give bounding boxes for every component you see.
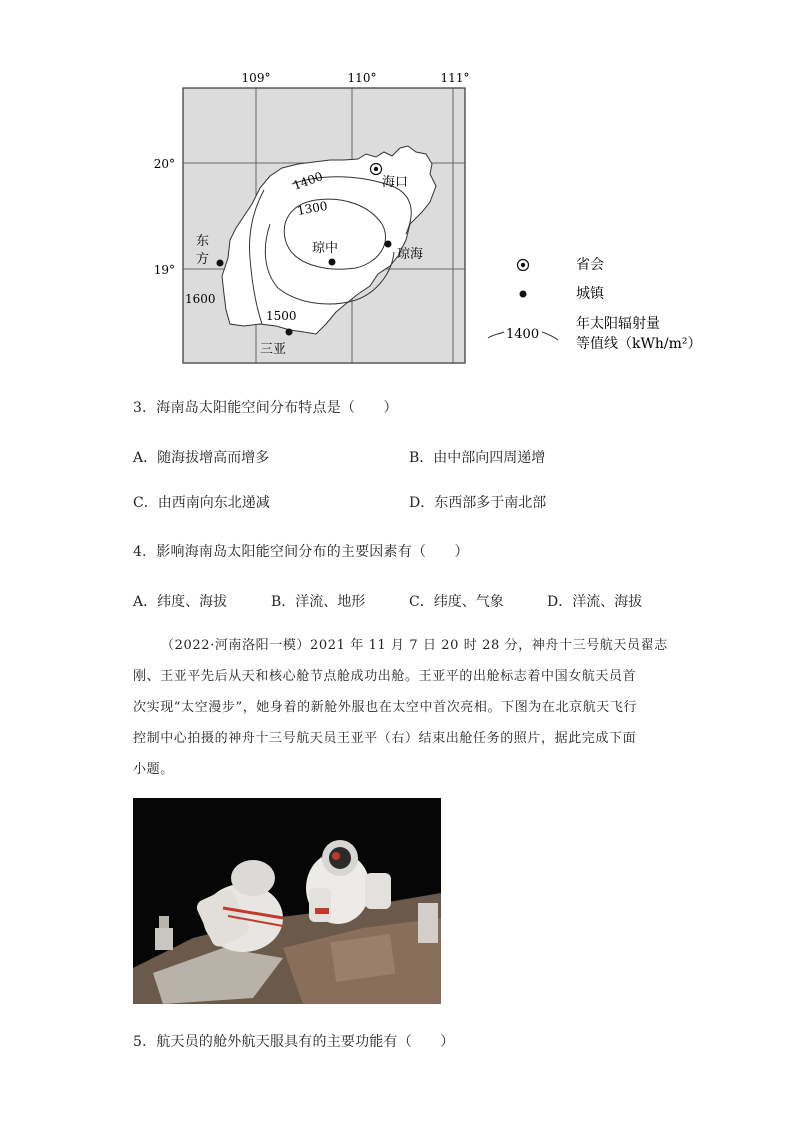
- legend-town-symbol: [520, 291, 527, 298]
- city-label-qiongzhong: 琼中: [312, 241, 339, 256]
- city-label-sanya: 三亚: [260, 342, 287, 357]
- legend-capital-label: 省会: [576, 257, 604, 273]
- passage-line: 次实现“太空漫步”，她身着的新舱外服也在太空中首次亮相。下图为在北京航天飞行: [133, 700, 638, 715]
- latitude-label: 20°: [153, 157, 175, 171]
- map-svg: [130, 62, 730, 372]
- isoline-label: 1300: [296, 198, 329, 218]
- legend-isoline-value: 1400: [506, 327, 540, 342]
- town-dot-qiongzhong: [329, 259, 336, 266]
- town-dot-dongfang: [217, 260, 224, 267]
- passage-line: （2022·河南洛阳一模）2021 年 11 月 7 日 20 时 28 分，神舟十三号航天员翟志: [161, 638, 668, 653]
- town-dot-sanya: [286, 329, 293, 336]
- photo-illustration: [133, 798, 441, 1004]
- isoline-label: 1600: [185, 292, 216, 306]
- q4-option-c[interactable]: C．纬度、气象: [409, 594, 504, 610]
- q3-option-d[interactable]: D．东西部多于南北部: [409, 495, 547, 511]
- legend-isoline-right: [542, 332, 558, 340]
- legend-capital-dot: [521, 263, 525, 267]
- legend-town-label: 城镇: [576, 286, 604, 302]
- longitude-label: 110°: [347, 71, 377, 85]
- city-label-qionghai: 琼海: [397, 247, 424, 262]
- question-5-stem: 5．航天员的舱外航天服具有的主要功能有（ ）: [133, 1034, 455, 1050]
- question-3-stem: 3．海南岛太阳能空间分布特点是（ ）: [133, 400, 398, 416]
- latitude-label: 19°: [153, 263, 175, 277]
- question-4-stem: 4．影响海南岛太阳能空间分布的主要因素有（ ）: [133, 544, 469, 560]
- q4-option-b[interactable]: B．洋流、地形: [271, 594, 366, 610]
- longitude-label: 111°: [440, 71, 470, 85]
- isoline-label: 1500: [266, 309, 297, 323]
- passage-line: 刚、王亚平先后从天和核心舱节点舱成功出舱。王亚平的出舱标志着中国女航天员首: [133, 669, 637, 684]
- provincial-capital-dot: [374, 167, 378, 171]
- city-label-dongfang: 东: [196, 234, 210, 249]
- legend-isoline-label: 年太阳辐射量: [576, 316, 660, 332]
- q3-option-b[interactable]: B．由中部向四周递增: [409, 450, 546, 466]
- passage-line: 小题。: [133, 762, 174, 777]
- q4-option-d[interactable]: D．洋流、海拔: [547, 594, 643, 610]
- q3-option-a[interactable]: A．随海拔增高而增多: [133, 450, 270, 466]
- q3-option-c[interactable]: C．由西南向东北递减: [133, 495, 270, 511]
- map-legend: [488, 256, 702, 352]
- hainan-solar-radiation-map: [130, 62, 730, 372]
- longitude-label: 109°: [241, 71, 271, 85]
- astronaut-spacewalk-photo: [133, 798, 441, 1004]
- city-label-haikou: 海口: [382, 175, 409, 190]
- q4-option-a[interactable]: A．纬度、海拔: [133, 594, 228, 610]
- town-dot-qionghai: [385, 241, 392, 248]
- legend-isoline-unit: 等值线（kWh/m²）: [576, 336, 702, 352]
- legend-isoline-left: [488, 332, 504, 338]
- isoline-label: 1400: [291, 169, 325, 193]
- passage-line: 控制中心拍摄的神舟十三号航天员王亚平（右）结束出舱任务的照片，据此完成下面: [133, 731, 637, 746]
- reading-passage: [133, 630, 668, 785]
- city-label-dongfang: 方: [196, 252, 210, 267]
